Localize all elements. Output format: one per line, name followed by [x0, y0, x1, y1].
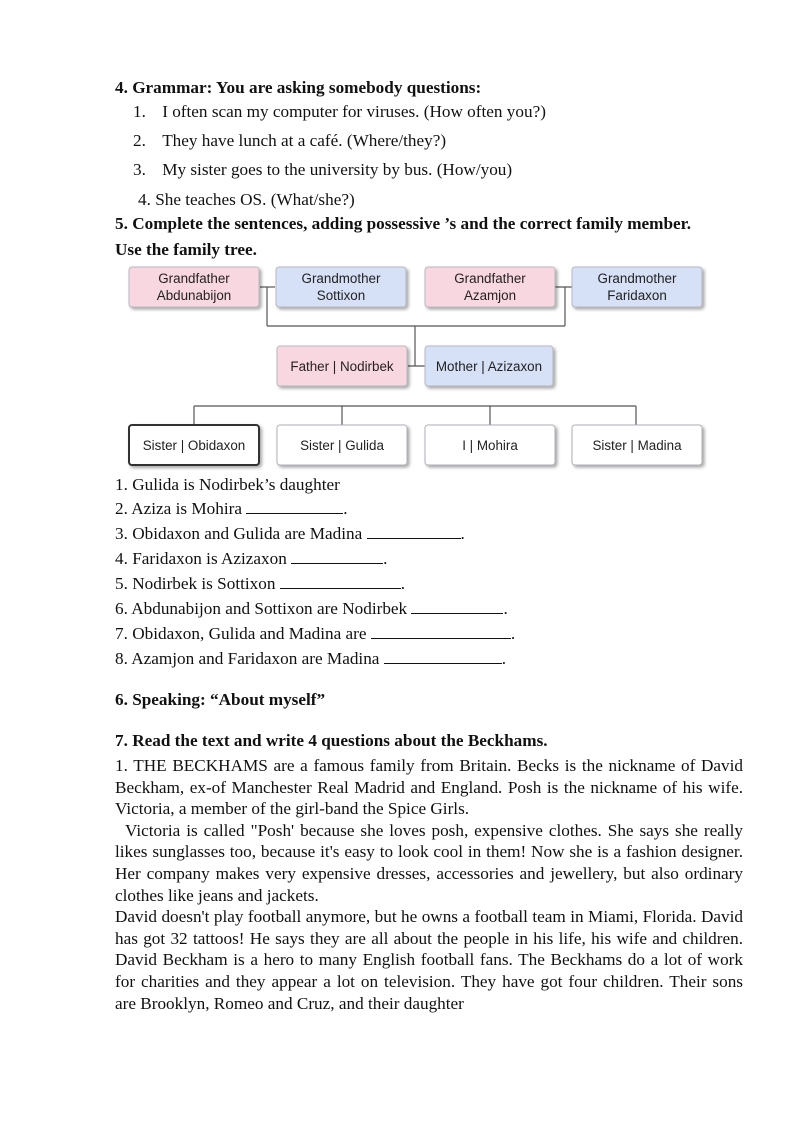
section-7-title: 7. Read the text and write 4 questions about the Beckhams. [115, 731, 548, 750]
sentence-6 [115, 599, 508, 619]
item-text: My sister goes to the university by bus. (How/you) [162, 160, 513, 179]
grandmother-1-name: Sottixon [316, 288, 366, 303]
sentence-text: 6. Abdunabijon and Sottixon are Nodirbek [115, 599, 408, 618]
father-label: Father | Nodirbek [290, 359, 394, 374]
child-obidaxon-box [129, 425, 259, 465]
sentence-5 [115, 574, 405, 594]
item-text: I often scan my computer for viruses. (How often you?) [162, 102, 546, 121]
sentence-4 [115, 549, 387, 569]
sentence-8 [115, 649, 506, 669]
tree-connectors [194, 287, 636, 425]
grandfather-1-name: Abdunabijon [156, 288, 232, 303]
grandmother-1-role: Grandmother [301, 271, 381, 286]
answer-blank[interactable] [371, 624, 511, 639]
item-text: They have lunch at a café. (Where/they?) [162, 131, 447, 150]
grandmother-2-name: Faridaxon [607, 288, 667, 303]
section-4-title: 4. Grammar: You are asking somebody questions: [115, 78, 482, 97]
sentence-text: 8. Azamjon and Faridaxon are Madina [115, 649, 380, 668]
child-1-label: Sister | Obidaxon [142, 438, 246, 453]
mother-azizaxon-box [425, 346, 553, 386]
sentence-text: 1. Gulida is Nodirbek’s daughter [115, 475, 340, 494]
sentence-end: . [383, 549, 388, 568]
grandfather-2-role: Grandfather [454, 271, 526, 286]
sentence-text: 7. Obidaxon, Gulida and Madina are [115, 624, 367, 643]
grandfather-azamjon-box [425, 267, 555, 307]
child-gulida-box [277, 425, 407, 465]
beckhams-text [115, 755, 743, 1014]
grandfather-1-role: Grandfather [158, 271, 230, 286]
child-madina-box [572, 425, 702, 465]
sentence-end: . [460, 524, 465, 543]
item-number: 2. [133, 131, 146, 150]
answer-blank[interactable] [246, 499, 343, 514]
child-mohira-box [425, 425, 555, 465]
answer-blank[interactable] [367, 524, 461, 539]
child-4-label: Sister | Madina [592, 438, 682, 453]
sentence-text: 4. Faridaxon is Azizaxon [115, 549, 287, 568]
sentence-end: . [503, 599, 508, 618]
sentence-end: . [510, 624, 516, 643]
sentence-text: 5. Nodirbek is Sottixon [115, 574, 276, 593]
father-nodirbek-box [277, 346, 407, 386]
grandmother-faridaxon-box [572, 267, 702, 307]
sentence-2 [115, 499, 348, 519]
paragraph-1: 1. THE BECKHAMS are a famous family from Britain. Becks is the nickname of David Beckham, ex-of Manchester Real Madrid and England. Posh is the nickname of his wife. Victoria, a member of the girl-band the Spice Girls. [115, 756, 743, 819]
section-5-title-line-2: Use the family tree. [115, 240, 257, 259]
child-3-label: I | Mohira [462, 438, 518, 453]
grandmother-2-role: Grandmother [597, 271, 677, 286]
grammar-item-4: 4. She teaches OS. (What/she?) [138, 190, 355, 209]
sentence-end: . [343, 499, 348, 518]
grammar-item-1 [133, 102, 546, 122]
sentence-end: . [400, 574, 406, 593]
sentence-end: . [501, 649, 507, 668]
grandfather-abdunabijon-box [129, 267, 259, 307]
paragraph-3: David doesn't play football anymore, but he owns a football team in Miami, Florida. David has got 32 tattoos! He says they are all about the people in his life, his wife and children. David Beckham is a hero to many English football fans. The Beckhams do a lot of work for charities and they appear a lot on television. They have got four children. Their sons are Brooklyn, Romeo and Cruz, and their daughter [115, 907, 743, 1013]
sentence-text: 2. Aziza is Mohira [115, 499, 242, 518]
answer-blank[interactable] [384, 649, 502, 664]
answer-blank[interactable] [280, 574, 401, 589]
sentence-3 [115, 524, 465, 544]
grammar-item-2 [133, 131, 446, 151]
item-number: 3. [133, 160, 146, 179]
paragraph-2: Victoria is called "Posh' because she loves posh, expensive clothes. She says she really likes sunglasses too, because it's easy to look cool in them! Now she is a fashion designer. Her company makes very expensive dresses, accessories and jewellery, but also ordinary clothes like jeans and jackets. [115, 820, 743, 905]
grammar-item-3 [133, 160, 512, 180]
answer-blank[interactable] [291, 549, 383, 564]
grandmother-sottixon-box [276, 267, 406, 307]
child-2-label: Sister | Gulida [300, 438, 384, 453]
answer-blank[interactable] [411, 599, 503, 614]
sentence-7 [115, 624, 515, 644]
sentence-1 [115, 475, 340, 495]
section-5-title-line-1: 5. Complete the sentences, adding possessive ’s and the correct family member. [115, 214, 692, 233]
grandfather-2-name: Azamjon [463, 288, 517, 303]
item-number: 1. [133, 102, 146, 121]
section-6-title: 6. Speaking: “About myself” [115, 690, 326, 709]
mother-label: Mother | Azizaxon [435, 359, 543, 374]
sentence-text: 3. Obidaxon and Gulida are Madina [115, 524, 363, 543]
